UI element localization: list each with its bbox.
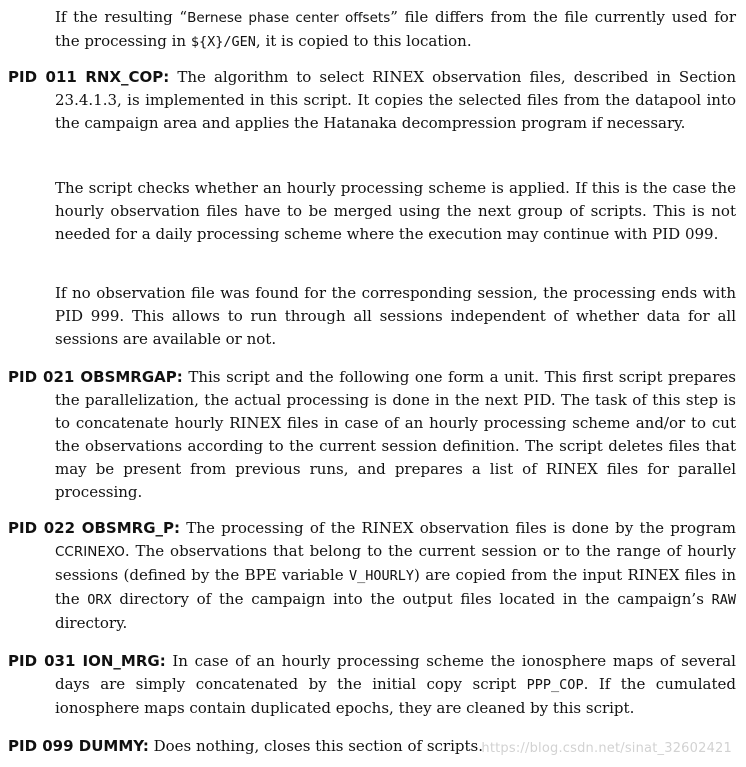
pid-022-t5: directory. [55, 614, 128, 632]
pid-022-dir-raw: RAW [711, 592, 736, 608]
pid-011-para2 [55, 177, 736, 246]
pid-022-variable: V_HOURLY [348, 568, 415, 584]
pid-022-program: CCRINEXO [55, 544, 125, 560]
pid-099-label: PID 099 DUMMY: [8, 737, 149, 755]
intro-paragraph [55, 6, 736, 54]
pid-031-entry [8, 650, 736, 720]
pid-011-para2-text: The script checks whether an hourly processing scheme is applied. If this is the case the hourly observation files have to be merged using the next group of scripts. This is not needed for a daily processing scheme where the execution may continue with PID 099. [55, 179, 736, 243]
pid-011-para3 [55, 282, 736, 351]
pid-022-t4: directory of the campaign into the output files located in the campaign’s [111, 590, 712, 608]
pid-011-entry [8, 66, 736, 135]
pid-011-text: The algorithm to select RINEX observation files, described in Section 23.4.1.3, is implemented in this script. It copies the selected files from the datapool into the campaign area and applies the Hatanaka decompression program if necessary. [55, 68, 737, 132]
pid-031-t2: . If the cumulated ionosphere maps contain duplicated epochs, they are cleaned by this script. [55, 675, 736, 717]
pid-022-dir-orx: ORX [87, 592, 112, 608]
intro-path: ${X}/GEN [190, 34, 256, 50]
pid-022-t1: The processing of the RINEX observation files is done by the program [186, 519, 736, 537]
pid-011-label: PID 011 RNX_COP: [8, 68, 170, 86]
pid-022-t3: ) are copied from the input RINEX files in the [55, 566, 736, 608]
pid-011-para3-text: If no observation file was found for the corresponding session, the processing ends with PID 999. This allows to run through all sessions independent of whether data for all sessions are available or not. [55, 284, 736, 348]
pid-022-label: PID 022 OBSMRG_P: [8, 519, 181, 537]
pid-031-t1: In case of an hourly processing scheme the ionosphere maps of several days are simply concatenated by the initial copy script [55, 652, 736, 693]
pid-099-text: Does nothing, closes this section of scripts. [153, 737, 483, 755]
pid-031-script: PPP_COP [526, 677, 584, 693]
intro-filename: Bernese phase center offsets [187, 10, 391, 26]
pid-022-entry [8, 517, 736, 635]
watermark: https://blog.csdn.net/sinat_32602421 [481, 741, 732, 756]
intro-post: , it is copied to this location. [255, 32, 472, 50]
intro-pre: If the resulting “ [55, 8, 188, 26]
intro-mid: ” file differs from the file currently used for the processing in [55, 8, 736, 50]
pid-021-label: PID 021 OBSMRGAP: [8, 368, 183, 386]
pid-031-label: PID 031 ION_MRG: [8, 652, 166, 670]
pid-022-t2: . The observations that belong to the current session or to the range of hourly sessions (defined by the BPE variable [55, 542, 736, 584]
pid-021-entry [8, 366, 736, 504]
pid-021-text: This script and the following one form a unit. This first script prepares the parallelization, the actual processing is done in the next PID. The task of this step is to concatenate hourly RINEX files in case of an hourly processing scheme and/or to cut the observations according to the current session definition. The script deletes files that may be present from previous runs, and prepares a list of RINEX files for parallel processing. [55, 368, 736, 501]
